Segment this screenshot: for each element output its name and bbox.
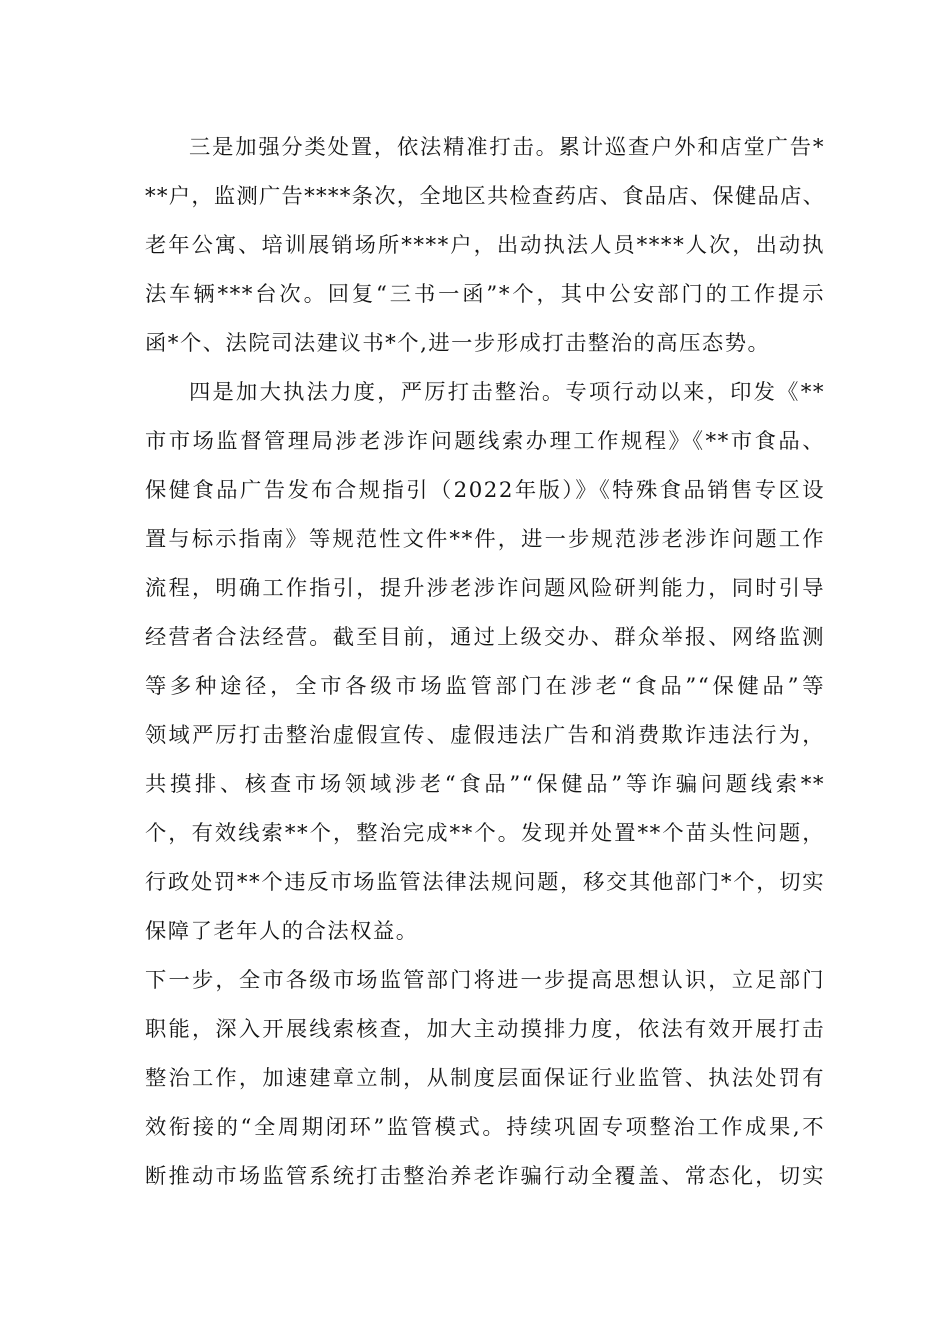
paragraph-4-line-1: 四是加大执法力度，严厉打击整治。专项行动以来，印发《** <box>189 380 825 405</box>
paragraph-3-line-5: 函*个、法院司法建议书*个,进一步形成打击整治的高压态势。 <box>145 331 771 356</box>
paragraph-next-line-3: 整治工作，加速建章立制，从制度层面保证行业监管、执法处罚有 <box>145 1066 825 1091</box>
paragraph-next-line-4: 效衔接的“全周期闭环”监管模式。持续巩固专项整治工作成果,不 <box>145 1115 825 1140</box>
paragraph-3-line-3: 老年公寓、培训展销场所****户，出动执法人员****人次，出动执 <box>145 233 825 258</box>
paragraph-next-line-1: 下一步，全市各级市场监管部门将进一步提高思想认识，立足部门 <box>145 968 825 993</box>
paragraph-3-line-4: 法车辆***台次。回复“三书一函”*个，其中公安部门的工作提示 <box>145 282 825 307</box>
paragraph-next-line-2: 职能，深入开展线索核查，加大主动摸排力度，依法有效开展打击 <box>145 1017 825 1042</box>
paragraph-4-line-11: 行政处罚**个违反市场监管法律法规问题，移交其他部门*个，切实 <box>145 870 825 895</box>
paragraph-4-line-3: 保健食品广告发布合规指引（2022年版）》《特殊食品销售专区设 <box>145 478 825 503</box>
paragraph-3-line-2: **户，监测广告****条次，全地区共检查药店、食品店、保健品店、 <box>145 184 826 209</box>
paragraph-4-line-2: 市市场监督管理局涉老涉诈问题线索办理工作规程》《**市食品、 <box>145 429 825 454</box>
paragraph-4-line-10: 个，有效线索**个，整治完成**个。发现并处置**个苗头性问题， <box>145 821 825 846</box>
paragraph-4-line-7: 等多种途径，全市各级市场监管部门在涉老“食品”“保健品”等 <box>145 674 825 699</box>
paragraph-4-line-6: 经营者合法经营。截至目前，通过上级交办、群众举报、网络监测 <box>145 625 825 650</box>
paragraph-4-line-8: 领域严厉打击整治虚假宣传、虚假违法广告和消费欺诈违法行为， <box>145 723 825 748</box>
paragraph-4-line-4: 置与标示指南》等规范性文件**件，进一步规范涉老涉诈问题工作 <box>145 527 825 552</box>
paragraph-4-line-5: 流程，明确工作指引，提升涉老涉诈问题风险研判能力，同时引导 <box>145 576 825 601</box>
paragraph-4-line-12: 保障了老年人的合法权益。 <box>145 919 419 944</box>
paragraph-3-line-1: 三是加强分类处置，依法精准打击。累计巡查户外和店堂广告* <box>189 135 825 160</box>
paragraph-next-line-5: 断推动市场监管系统打击整治养老诈骗行动全覆盖、常态化，切实 <box>145 1164 825 1189</box>
paragraph-4-line-9: 共摸排、核查市场领域涉老“食品”“保健品”等诈骗问题线索** <box>145 772 825 797</box>
